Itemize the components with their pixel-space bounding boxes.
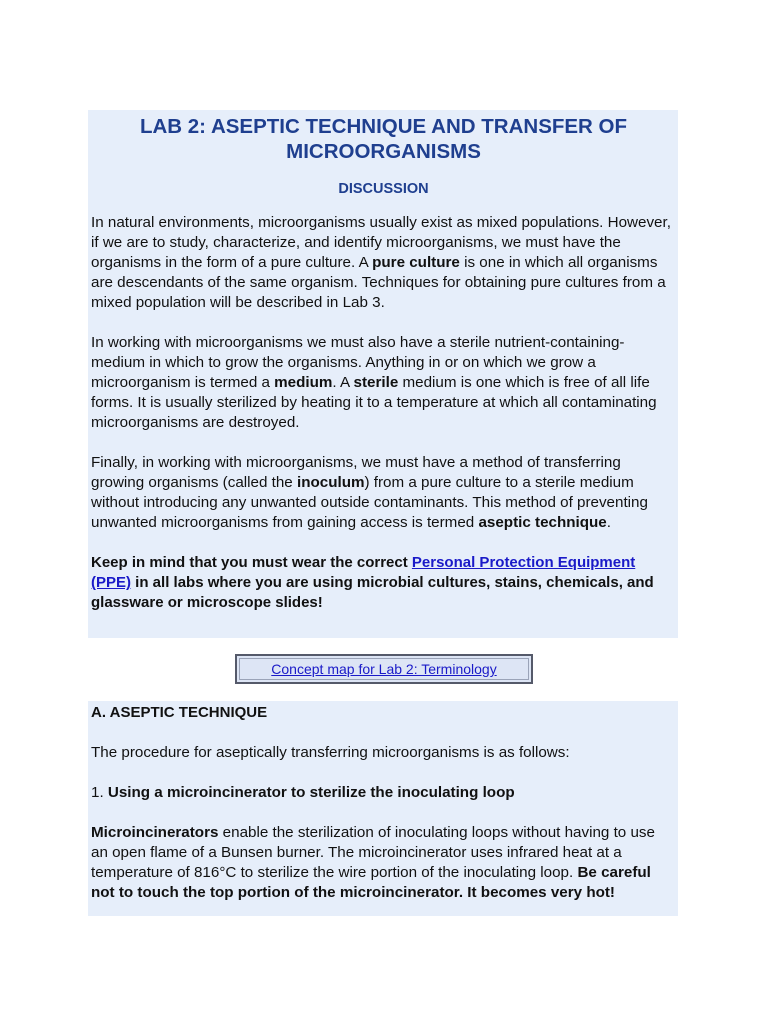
discussion-heading: DISCUSSION — [338, 181, 429, 197]
paragraph-pure-culture — [91, 213, 676, 313]
microincinerator-warning: Be careful not to touch the top portion of the microincinerator. It becomes very hot! — [91, 864, 651, 901]
paragraph-text: In natural environments, microorganisms usually exist as mixed populations. However, if we are to study, characterize, and identify microorganisms, we must have the organisms in the form of a pure culture. A — [91, 214, 671, 271]
step-1-heading — [91, 783, 676, 803]
step-number: 1. — [91, 784, 108, 801]
paragraph-text: In working with microorganisms we must also have a sterile nutrient-containing-medium in which to grow the organisms. Anything in or on which we grow a microorganism is termed a — [91, 334, 625, 391]
discussion-panel — [88, 110, 678, 638]
ppe-warning — [91, 553, 676, 613]
concept-map-box — [235, 654, 533, 684]
paragraph-text: . A — [332, 374, 354, 391]
term-medium: medium — [274, 374, 333, 391]
step-1-paragraph — [91, 823, 676, 903]
paragraph-text: medium is one which is free of all life forms. It is usually sterilized by heating it to a temperature at which all contaminating microorganisms are destroyed. — [91, 374, 657, 431]
step-1-title: Using a microincinerator to sterilize the inoculating loop — [107, 784, 515, 801]
paragraph-text: is one in which all organisms are descendants of the same organism. Techniques for obtaining pure cultures from a mixed population will be described in Lab 3. — [91, 254, 666, 311]
section-a-intro: The procedure for aseptically transferring microorganisms is as follows: — [91, 744, 570, 761]
term-pure-culture: pure culture — [372, 254, 460, 271]
paragraph-text: . — [606, 514, 611, 531]
term-inoculum: inoculum — [296, 474, 365, 491]
warning-text: Keep in mind that you must wear the correct — [91, 554, 412, 571]
paragraph-text: enable the sterilization of inoculating loops without having to use an open flame of a Bunsen burner. The microincinerator uses infrared heat at a temperature of 816°C to sterilize the wire portion of the inoculating loop. — [91, 824, 655, 881]
paragraph-medium — [91, 333, 676, 433]
concept-map-link[interactable]: Concept map for Lab 2: Terminology — [271, 661, 497, 677]
page-title: LAB 2: ASEPTIC TECHNIQUE AND TRANSFER OF MICROORGANISMS — [139, 115, 628, 163]
paragraph-text: ) from a pure culture to a sterile medium without introducing any unwanted outside contaminants. This method of preventing unwanted microorganisms from gaining access is termed — [91, 474, 648, 531]
term-microincinerators: Microincinerators — [91, 824, 219, 841]
warning-text: in all labs where you are using microbial cultures, stains, chemicals, and glassware or microscope slides! — [91, 574, 654, 611]
term-sterile: sterile — [353, 374, 399, 391]
aseptic-technique-panel — [88, 701, 678, 916]
paragraph-text: Finally, in working with microorganisms, we must have a method of transferring growing organisms (called the — [91, 454, 621, 491]
section-a-heading: A. ASEPTIC TECHNIQUE — [91, 704, 268, 721]
paragraph-aseptic — [91, 453, 676, 533]
term-aseptic-technique: aseptic technique — [478, 514, 607, 531]
ppe-link[interactable]: Personal Protection Equipment (PPE) — [91, 554, 636, 591]
